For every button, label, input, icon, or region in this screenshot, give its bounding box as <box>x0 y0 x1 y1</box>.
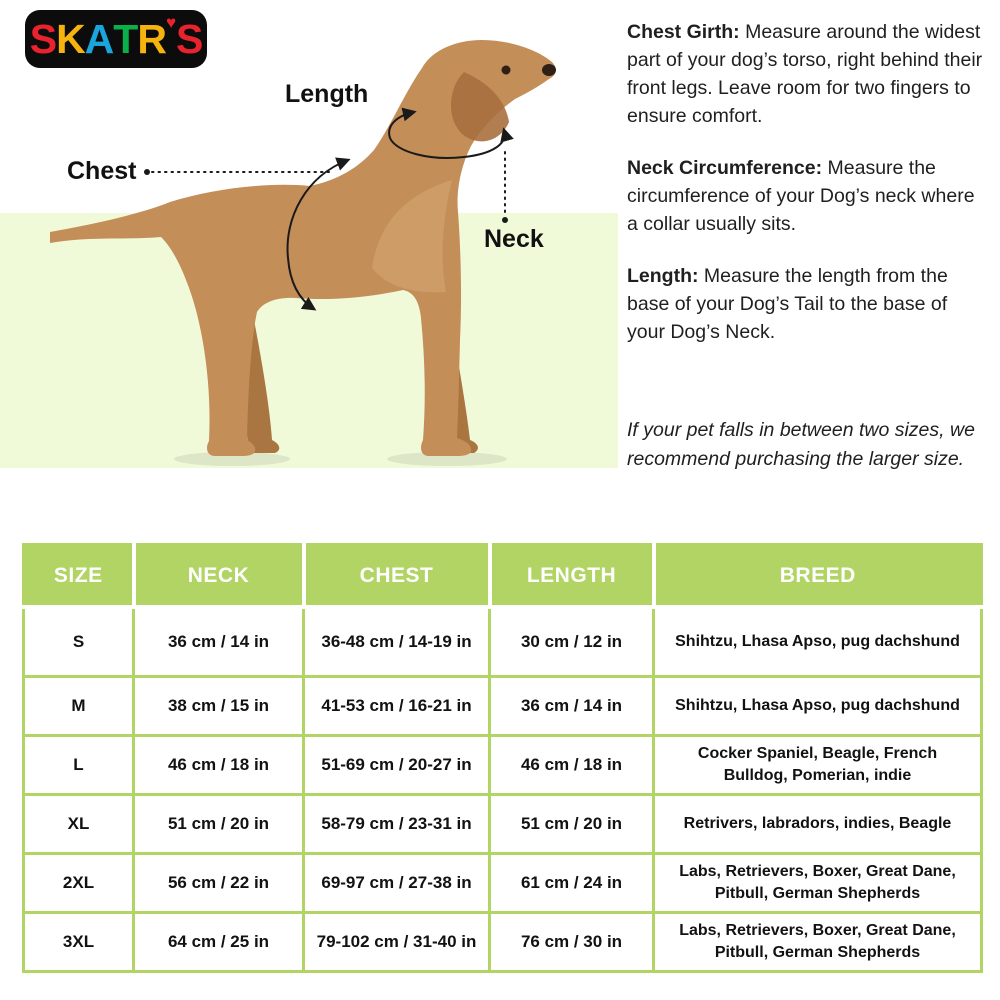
table-row-s <box>24 607 982 677</box>
cell-size: M <box>24 677 134 736</box>
header-length: LENGTH <box>490 545 654 608</box>
neck-label: Neck <box>484 225 544 253</box>
cell-length: 36 cm / 14 in <box>490 677 654 736</box>
logo-letter: T <box>113 15 138 62</box>
chest-girth-body: Measure around the widest part of your dog’s torso, right behind their front legs. Leave room for two fingers to ensure comfort. <box>627 21 983 127</box>
cell-size: 3XL <box>24 913 134 972</box>
cell-size: L <box>24 736 134 795</box>
cell-length: 76 cm / 30 in <box>490 913 654 972</box>
cell-size: XL <box>24 795 134 854</box>
table-row-xl <box>24 795 982 854</box>
cell-length: 51 cm / 20 in <box>490 795 654 854</box>
size-chart-header <box>24 545 982 608</box>
measuring-instructions <box>627 18 989 370</box>
cell-neck: 46 cm / 18 in <box>134 736 304 795</box>
cell-breed: Labs, Retrievers, Boxer, Great Dane, Pitbull, German Shepherds <box>654 854 982 913</box>
cell-size: 2XL <box>24 854 134 913</box>
logo-letter: R <box>137 15 166 62</box>
sizing-note: If your pet falls in between two sizes, we recommend purchasing the larger size. <box>627 419 975 470</box>
skatrs-logo <box>25 10 207 68</box>
dog-eye <box>502 66 511 75</box>
table-row-m <box>24 677 982 736</box>
header-breed: BREED <box>654 545 982 608</box>
cell-length: 46 cm / 18 in <box>490 736 654 795</box>
length-body: Measure the length from the base of your Dog’s Tail to the base of your Dog’s Neck. <box>627 265 948 343</box>
length-label: Length <box>285 80 369 108</box>
table-row-l <box>24 736 982 795</box>
table-row-3xl <box>24 913 982 972</box>
cell-breed: Retrivers, labradors, indies, Beagle <box>654 795 982 854</box>
cell-chest: 79-102 cm / 31-40 in <box>304 913 490 972</box>
cell-neck: 51 cm / 20 in <box>134 795 304 854</box>
logo-heart-icon: ♥ <box>165 12 177 32</box>
cell-length: 61 cm / 24 in <box>490 854 654 913</box>
length-paragraph <box>627 262 989 346</box>
cell-length: 30 cm / 12 in <box>490 607 654 677</box>
neck-circumference-body: Measure the circumference of your Dog’s neck where a collar usually sits. <box>627 157 975 235</box>
cell-size: S <box>24 607 134 677</box>
header-neck: NECK <box>134 545 304 608</box>
dog-nose <box>542 64 556 76</box>
cell-breed: Shihtzu, Lhasa Apso, pug dachshund <box>654 677 982 736</box>
cell-chest: 36-48 cm / 14-19 in <box>304 607 490 677</box>
cell-neck: 56 cm / 22 in <box>134 854 304 913</box>
cell-neck: 38 cm / 15 in <box>134 677 304 736</box>
cell-neck: 36 cm / 14 in <box>134 607 304 677</box>
neck-circumference-lead: Neck Circumference: <box>627 157 823 179</box>
cell-neck: 64 cm / 25 in <box>134 913 304 972</box>
table-row-2xl <box>24 854 982 913</box>
logo-letter: A <box>84 15 114 62</box>
chest-label: Chest <box>67 157 137 185</box>
neck-pointer-dot <box>502 217 508 223</box>
cell-breed: Cocker Spaniel, Beagle, French Bulldog, Pomerian, indie <box>654 736 982 795</box>
header-chest: CHEST <box>304 545 490 608</box>
chest-pointer-dot <box>144 169 150 175</box>
size-chart-body <box>24 607 982 972</box>
chest-girth-paragraph <box>627 18 989 130</box>
cell-chest: 51-69 cm / 20-27 in <box>304 736 490 795</box>
cell-breed: Shihtzu, Lhasa Apso, pug dachshund <box>654 607 982 677</box>
cell-breed: Labs, Retrievers, Boxer, Great Dane, Pitbull, German Shepherds <box>654 913 982 972</box>
logo-letter: K <box>56 15 85 62</box>
length-lead: Length: <box>627 265 699 287</box>
chest-girth-lead: Chest Girth: <box>627 21 740 43</box>
cell-chest: 58-79 cm / 23-31 in <box>304 795 490 854</box>
logo-letter: S <box>29 15 57 62</box>
header-size: SIZE <box>24 545 134 608</box>
cell-chest: 41-53 cm / 16-21 in <box>304 677 490 736</box>
cell-chest: 69-97 cm / 27-38 in <box>304 854 490 913</box>
logo-letter: S <box>175 15 203 62</box>
header-row <box>24 545 982 608</box>
size-chart-table <box>22 543 983 973</box>
neck-circumference-paragraph <box>627 154 989 238</box>
